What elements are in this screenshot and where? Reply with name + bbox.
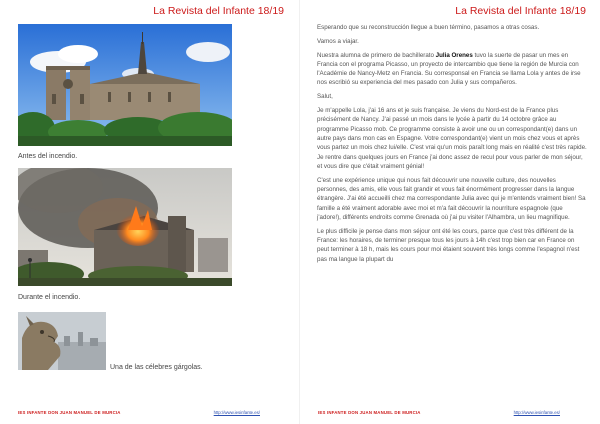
fire-image (18, 168, 232, 286)
student-name: Julia Orenes (435, 51, 473, 59)
paragraph: Vamos a viajar. (317, 37, 359, 45)
footer (318, 410, 560, 415)
footer-school: IES INFANTE DON JUAN MANUEL DE MURCIA (318, 410, 421, 415)
paragraph: Esperando que su reconstrucción llegue a buen término, pasamos a otras cosas. (317, 24, 540, 31)
gargoyle-image (18, 312, 106, 370)
running-title: La Revista del Infante 18/19 (153, 5, 284, 17)
paragraph-text: tuvo la suerte de pasar un mes en Francia con el programa Picasso, un proyecto de intercambio que tiene la región de Murcia con l'Académie de Nancy-Metz en Francia. Su corresponsal en Francia se llama Lola y antes de irse nos escribió su experiencia del mes pasado con Julia y sus compañeros. (317, 51, 581, 87)
paragraph-text: Nuestra alumna de primero de bachillerato (317, 51, 436, 59)
footer (18, 410, 260, 415)
caption-gargoyle: Una de las célebres gárgolas. (110, 364, 203, 371)
caption-before: Antes del incendio. (18, 153, 78, 160)
cathedral-image (18, 24, 232, 146)
footer-link[interactable]: http://www.iesinfante.es/ (213, 410, 260, 415)
caption-during: Durante el incendio. (18, 294, 81, 301)
paragraph: Je m'appelle Lola, j'ai 16 ans et je suis française. Je viens du Nord-est de la France plus précisément de Nancy. J'ai passé un mois dans le lycée à partir du 14 octobre grâce au programme Picasso mob. Ce programme consiste à avoir une ou un correspondant(e) dans un autre pays dans mon cas en Espagne. Votre correspondant(e) vient un mois chez vous et après vous partez un mois chez lui/elle. C'est vrai qu'un mois paraît long mais en réalité c'est très rapide. Je rentre dans quelques jours en France j'ai donc assez de recul pour vous parler de mon séjour, et vous dire que c'était vraiment génial! (317, 107, 587, 170)
footer-school: IES INFANTE DON JUAN MANUEL DE MURCIA (18, 410, 121, 415)
paragraph-intro (317, 51, 587, 88)
notre-dame-before-photo (18, 24, 232, 146)
paragraph: Le plus difficile je pense dans mon séjour ont été les cours, parce que c'est très différent de la France: les horaires, de terminer presque tous les jours à 14h c'est trop bien car en France on peut terminer à 18 h, mais les cours pour moi étaient souvent très longs comme l'espagnol n'est pas ma langue la plupart du (317, 227, 580, 263)
notre-dame-fire-photo (18, 168, 232, 286)
article-body (317, 23, 587, 268)
paragraph: Salut, (317, 93, 333, 101)
running-title: La Revista del Infante 18/19 (455, 5, 586, 17)
right-page (300, 0, 600, 424)
gargoyle-photo (18, 312, 106, 370)
paragraph: C'est une expérience unique qui nous fait découvrir une nouvelle culture, des nouvelles personnes, des amis, elle vous fait grandir et vous fait énormément progresser dans la langue étrangère. J'ai été accueilli chez ma correspondante Julia avec qui je m'entends vraiment bien! Sa famille a été vraiment adorable avec moi et m'a fait découvrir la nourriture espagnole (que j'adore!), différents endroits comme Grenada où j'ai pu visiter l'Alhambra, un lieu magnifique. (317, 176, 586, 221)
footer-link[interactable]: http://www.iesinfante.es/ (513, 410, 560, 415)
